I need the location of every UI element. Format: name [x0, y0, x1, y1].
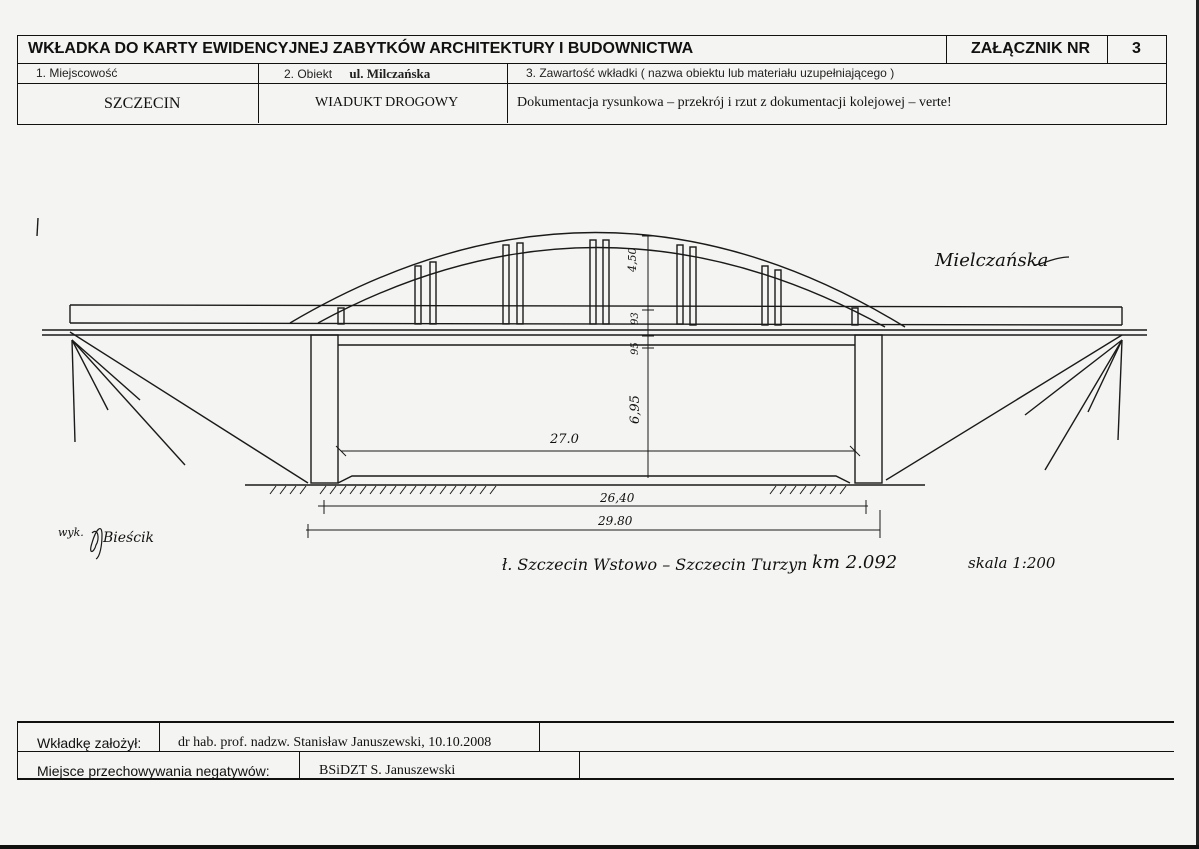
arch-outer — [290, 232, 905, 327]
dim-26-40-label: 26,40 — [600, 491, 635, 505]
hanger-5 — [517, 243, 523, 324]
arch-hangers — [338, 240, 858, 325]
footer-table — [17, 721, 1174, 779]
scale-caption: skala 1:200 — [968, 554, 1056, 572]
track-bed — [338, 476, 850, 483]
dim-29-80-label: 29.80 — [598, 514, 633, 528]
street-name-handwritten: Mielczańska — [935, 250, 1049, 271]
hatch-line — [72, 340, 185, 465]
hatch-line — [1045, 340, 1122, 470]
slope-line — [886, 335, 1122, 480]
dimension-lines — [306, 236, 880, 538]
dim-clearance: 6,95 — [628, 395, 643, 424]
locality-value: SZCZECIN — [18, 84, 259, 123]
author-label: wyk. — [58, 526, 84, 539]
footer-line — [17, 721, 18, 779]
attachment-label: ZAŁĄCZNIK NR — [947, 36, 1108, 63]
hanger-4 — [503, 245, 509, 324]
form-title: WKŁADKA DO KARTY EWIDENCYJNEJ ZABYTKÓW ARCHITEKTURY I BUDOWNICTWA — [18, 36, 947, 63]
hanger-7 — [603, 240, 609, 324]
founder-label: Wkładkę założył: — [37, 735, 142, 751]
slope-line — [70, 332, 308, 483]
locality-label: 1. Miejscowość — [18, 64, 259, 83]
hatch-line — [1025, 340, 1122, 415]
signature-stroke — [91, 529, 102, 559]
footer-line — [579, 751, 580, 779]
object-label-text: 2. Obiekt — [284, 67, 333, 81]
dim-span-27-label: 27.0 — [550, 432, 579, 447]
footer-line — [159, 721, 160, 752]
footer-line — [299, 751, 300, 779]
footer-line — [17, 721, 1174, 723]
attachment-number: 3 — [1132, 40, 1141, 57]
author-signature: Bieścik — [103, 530, 155, 546]
embankment-left — [70, 332, 308, 483]
founder-value: dr hab. prof. nadzw. Stanisław Januszewski, 10.10.2008 — [178, 735, 492, 750]
dim-93: 93 — [630, 312, 641, 325]
hanger-8 — [677, 245, 683, 324]
stray-mark — [37, 218, 38, 236]
footer-line — [539, 721, 540, 752]
hatching-left — [270, 486, 496, 494]
ground-hatching — [270, 486, 846, 494]
arch-inner — [318, 247, 885, 327]
embankment-right — [886, 335, 1122, 480]
dim-height-top: 4,50 — [626, 247, 639, 272]
hatch-line — [72, 340, 108, 410]
hanger-2 — [415, 266, 421, 324]
hanger-3 — [430, 262, 436, 324]
line-caption: ł. Szczecin Wstowo – Szczecin Turzyn — [502, 555, 808, 574]
hatch-line — [1118, 340, 1122, 440]
pier-left — [311, 335, 338, 483]
dim-95: 95 — [630, 342, 641, 355]
negatives-value: BSiDZT S. Januszewski — [319, 763, 456, 778]
content-label: 3. Zawartość wkładki ( nazwa obiektu lub materiału uzupełniającego ) — [526, 66, 895, 80]
hanger-6 — [590, 240, 596, 324]
hatching-right — [770, 486, 846, 494]
object-street: ul. Milczańska — [349, 66, 431, 81]
object-value: WIADUKT DROGOWY — [259, 84, 508, 123]
pier-right — [855, 335, 882, 483]
hanger-9 — [690, 247, 696, 325]
hatch-line — [72, 340, 75, 442]
hatch-line — [1088, 340, 1122, 412]
footer-line — [17, 751, 1174, 752]
negatives-label: Miejsce przechowywania negatywów: — [37, 763, 270, 779]
content-value: Dokumentacja rysunkowa – przekrój i rzut z dokumentacji kolejowej – verte! — [517, 95, 952, 110]
km-caption: km 2.092 — [812, 552, 898, 573]
